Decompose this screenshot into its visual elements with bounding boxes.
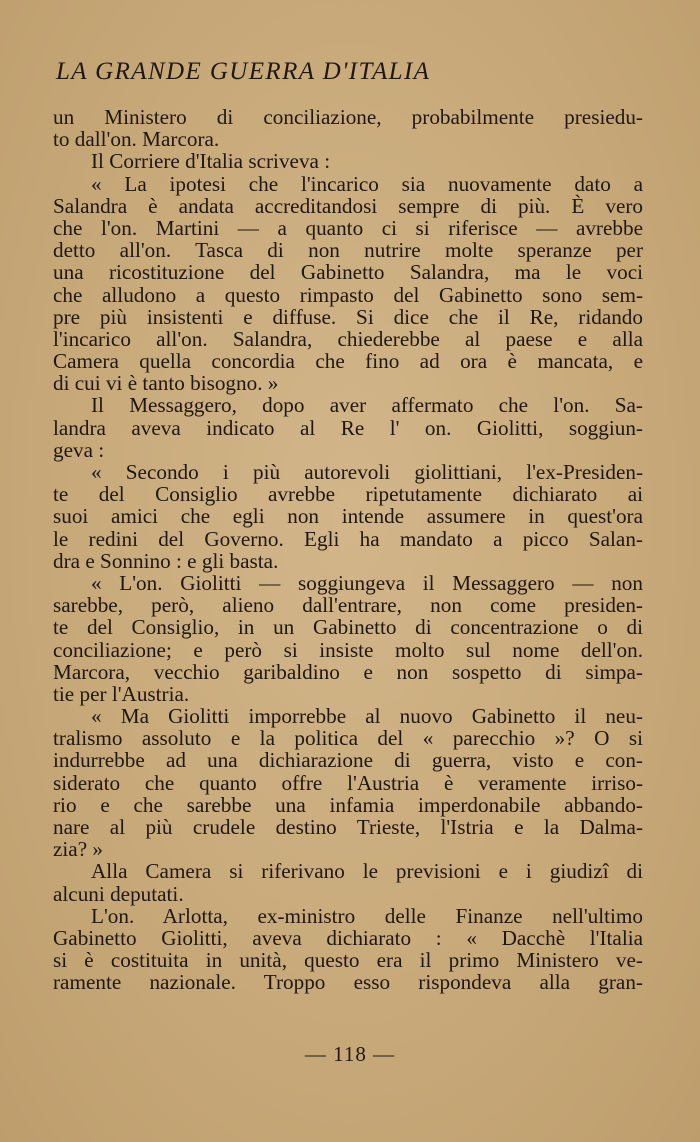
text-line: te del Consiglio avrebbe ripetutamente dichiarato ai xyxy=(53,482,643,507)
text-line: si è costituita in unità, questo era il primo Ministero ve- xyxy=(53,948,643,973)
text-line: suoi amici che egli non intende assumere in quest'ora xyxy=(53,504,643,529)
text-line: Il Messaggero, dopo aver affermato che l'on. Sa- xyxy=(91,393,643,418)
text-line: sarebbe, però, alieno dall'entrare, non come presiden- xyxy=(53,593,643,618)
text-line: rio e che sarebbe una infamia imperdonabile abbando- xyxy=(53,792,643,817)
text-line: indurrebbe ad una dichiarazione di guerra, visto e con- xyxy=(53,748,643,773)
text-line: alcuni deputati. xyxy=(53,881,184,906)
text-line: tralismo assoluto e la politica del « parecchio »? O si xyxy=(53,726,643,751)
text-line: tie per l'Austria. xyxy=(53,681,190,706)
text-line: che l'on. Martini — a quanto ci si riferisce — avrebbe xyxy=(53,215,643,240)
text-line: landra aveva indicato al Re l' on. Giolitti, soggiun- xyxy=(53,415,643,440)
text-line: dra e Sonnino : e gli basta. xyxy=(53,548,279,573)
text-line: « Ma Giolitti imporrebbe al nuovo Gabinetto il neu- xyxy=(91,704,643,729)
text-line: « La ipotesi che l'incarico sia nuovamente dato a xyxy=(91,171,643,196)
page-number: — 118 — xyxy=(304,1042,396,1066)
text-line: che alludono a questo rimpasto del Gabinetto sono sem- xyxy=(53,282,643,307)
body-text xyxy=(53,106,643,994)
text-line: ramente nazionale. Troppo esso rispondeva alla gran- xyxy=(53,970,643,995)
text-line: Salandra è andata accreditandosi sempre di più. È vero xyxy=(53,193,643,218)
text-line: nare al più crudele destino Trieste, l'Istria e la Dalma- xyxy=(53,815,643,839)
text-line: detto all'on. Tasca di non nutrire molte speranze per xyxy=(53,238,643,263)
text-line: le redini del Governo. Egli ha mandato a picco Salan- xyxy=(53,526,643,551)
text-line: siderato che quanto offre l'Austria è veramente irriso- xyxy=(53,770,643,795)
text-line: un Ministero di conciliazione, probabilmente presiedu- xyxy=(53,105,643,129)
text-line: Camera quella concordia che fino ad ora è mancata, e xyxy=(53,349,643,374)
text-line: zia? » xyxy=(53,837,103,862)
text-line: una ricostituzione del Gabinetto Salandra, ma le voci xyxy=(53,260,643,285)
text-line: di cui vi è tanto bisogno. » xyxy=(53,371,279,396)
text-line: « L'on. Giolitti — soggiungeva il Messaggero — non xyxy=(91,570,643,595)
text-line: te del Consiglio, in un Gabinetto di concentrazione o di xyxy=(53,615,643,640)
text-line: conciliazione; e però si insiste molto sul nome dell'on. xyxy=(53,637,643,662)
running-head: LA GRANDE GUERRA D'ITALIA xyxy=(56,58,431,85)
text-line: pre più insistenti e diffuse. Si dice che il Re, ridando xyxy=(53,304,643,329)
text-line: geva : xyxy=(53,437,105,462)
text-line: Il Corriere d'Italia scriveva : xyxy=(91,149,331,174)
text-line: l'incarico all'on. Salandra, chiederebbe al paese e alla xyxy=(53,326,643,351)
text-line: Marcora, vecchio garibaldino e non sospetto di simpa- xyxy=(53,659,643,684)
text-line: Alla Camera si riferivano le previsioni e i giudizî di xyxy=(91,859,643,884)
text-line: « Secondo i più autorevoli giolittiani, l'ex-Presiden- xyxy=(91,460,643,484)
text-line: L'on. Arlotta, ex-ministro delle Finanze nell'ultimo xyxy=(91,903,643,928)
text-line: to dall'on. Marcora. xyxy=(53,127,220,152)
text-line: Gabinetto Giolitti, aveva dichiarato : « Dacchè l'Italia xyxy=(53,925,643,950)
